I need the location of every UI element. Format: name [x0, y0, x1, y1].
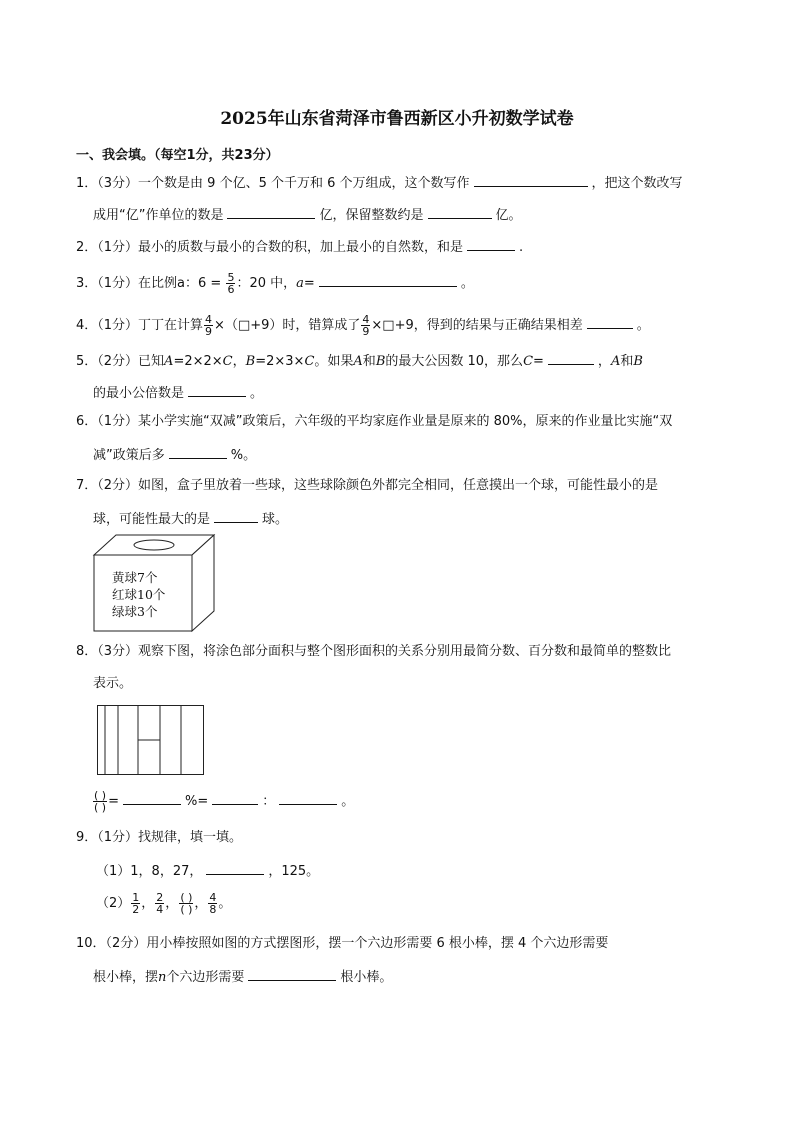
- question-7: 7．（2分）如图，盒子里放着一些球，这些球除颜色外都完全相同，任意摸出一个球，可能性最小的是: [76, 478, 659, 493]
- question-9: 9．（1分）找规律，填一填。: [76, 830, 243, 845]
- answer-blank[interactable]: [548, 350, 594, 365]
- question-10-cont: 根小棒，摆n个六边形需要 根小棒。: [93, 966, 392, 988]
- answer-blank[interactable]: [467, 236, 515, 251]
- section-heading: 一、我会填。（每空1分，共23分）: [76, 148, 279, 163]
- question-7-cont: 球，可能性最大的是 球。: [93, 508, 288, 530]
- fraction: $\frac{4}{9}$: [362, 313, 370, 338]
- answer-blank[interactable]: [474, 172, 588, 187]
- box-label-red: 红球10个: [112, 587, 166, 602]
- question-8-answer: $\frac{( )}{( )}$ = %= ： 。: [94, 789, 355, 814]
- answer-blank[interactable]: [227, 204, 315, 219]
- answer-blank[interactable]: [188, 382, 246, 397]
- question-5: 5．（2分）已知A=2×2×C，B=2×3×C。如果A和B的最大公因数 10，那么C= ，A和B: [76, 350, 643, 372]
- question-2: 2．（1分）最小的质数与最小的合数的积，加上最小的自然数，和是 .: [76, 236, 523, 258]
- answer-blank[interactable]: [206, 860, 264, 875]
- rectangle-figure: [97, 705, 204, 775]
- ball-box-figure: [90, 533, 220, 633]
- fraction-blank[interactable]: $\frac{( )}{( )}$: [180, 891, 193, 916]
- answer-blank[interactable]: [214, 508, 258, 523]
- answer-blank[interactable]: [587, 314, 633, 329]
- question-3: 3．（1分）在比例a：6 = $\frac{5}{6}$ ：20 中，a= 。: [76, 271, 474, 296]
- question-8: 8．（3分）观察下图，将涂色部分面积与整个图形面积的关系分别用最简分数、百分数和最简单的整数比: [76, 644, 672, 659]
- answer-blank[interactable]: [319, 272, 457, 287]
- question-10: 10．（2分）用小棒按照如图的方式摆图形，摆一个六边形需要 6 根小棒，摆 4 个六边形需要: [76, 936, 609, 951]
- question-6-cont: 减”政策后多 %。: [93, 444, 256, 466]
- question-1-cont: 成用“亿”作单位的数是 亿，保留整数约是 亿。: [93, 204, 522, 226]
- answer-blank[interactable]: [279, 790, 337, 805]
- answer-blank[interactable]: [169, 444, 227, 459]
- box-label-yellow: 黄球7个: [112, 570, 158, 585]
- question-5-cont: 的最小公倍数是 。: [93, 382, 263, 404]
- answer-blank[interactable]: [428, 204, 492, 219]
- question-1: 1．（3分）一个数是由 9 个亿、5 个千万和 6 个万组成，这个数写作 ，把这个数改写: [76, 172, 683, 194]
- question-6: 6．（1分）某小学实施“双减”政策后，六年级的平均家庭作业量是原来的 80%，原来的作业量比实施“双: [76, 414, 673, 429]
- question-4: 4．（1分）丁丁在计算 $\frac{4}{9}$ ×（□+9）时，错算成了 $\frac{4}{9}$ ×□+9，得到的结果与正确结果相差 。: [76, 313, 650, 338]
- question-9-part1: （1）1，8，27， ，125。: [96, 860, 319, 882]
- page-title: 2025年山东省菏泽市鲁西新区小升初数学试卷: [220, 109, 574, 129]
- fraction: $\frac{5}{6}$: [227, 271, 235, 296]
- box-label-green: 绿球3个: [112, 604, 158, 619]
- answer-blank[interactable]: [123, 790, 181, 805]
- answer-blank[interactable]: [212, 790, 258, 805]
- fraction-blank[interactable]: $\frac{( )}{( )}$: [94, 789, 107, 814]
- question-9-part2: （2） $\frac{1}{2}$ ， $\frac{2}{4}$ ， $\frac{( )}{( )}$ ， $\frac{4}{8}$ 。: [96, 891, 232, 916]
- fraction: $\frac{4}{9}$: [205, 313, 213, 338]
- rectangle-drawing: [97, 705, 204, 775]
- answer-blank[interactable]: [248, 966, 336, 981]
- question-8-cont: 表示。: [93, 676, 133, 691]
